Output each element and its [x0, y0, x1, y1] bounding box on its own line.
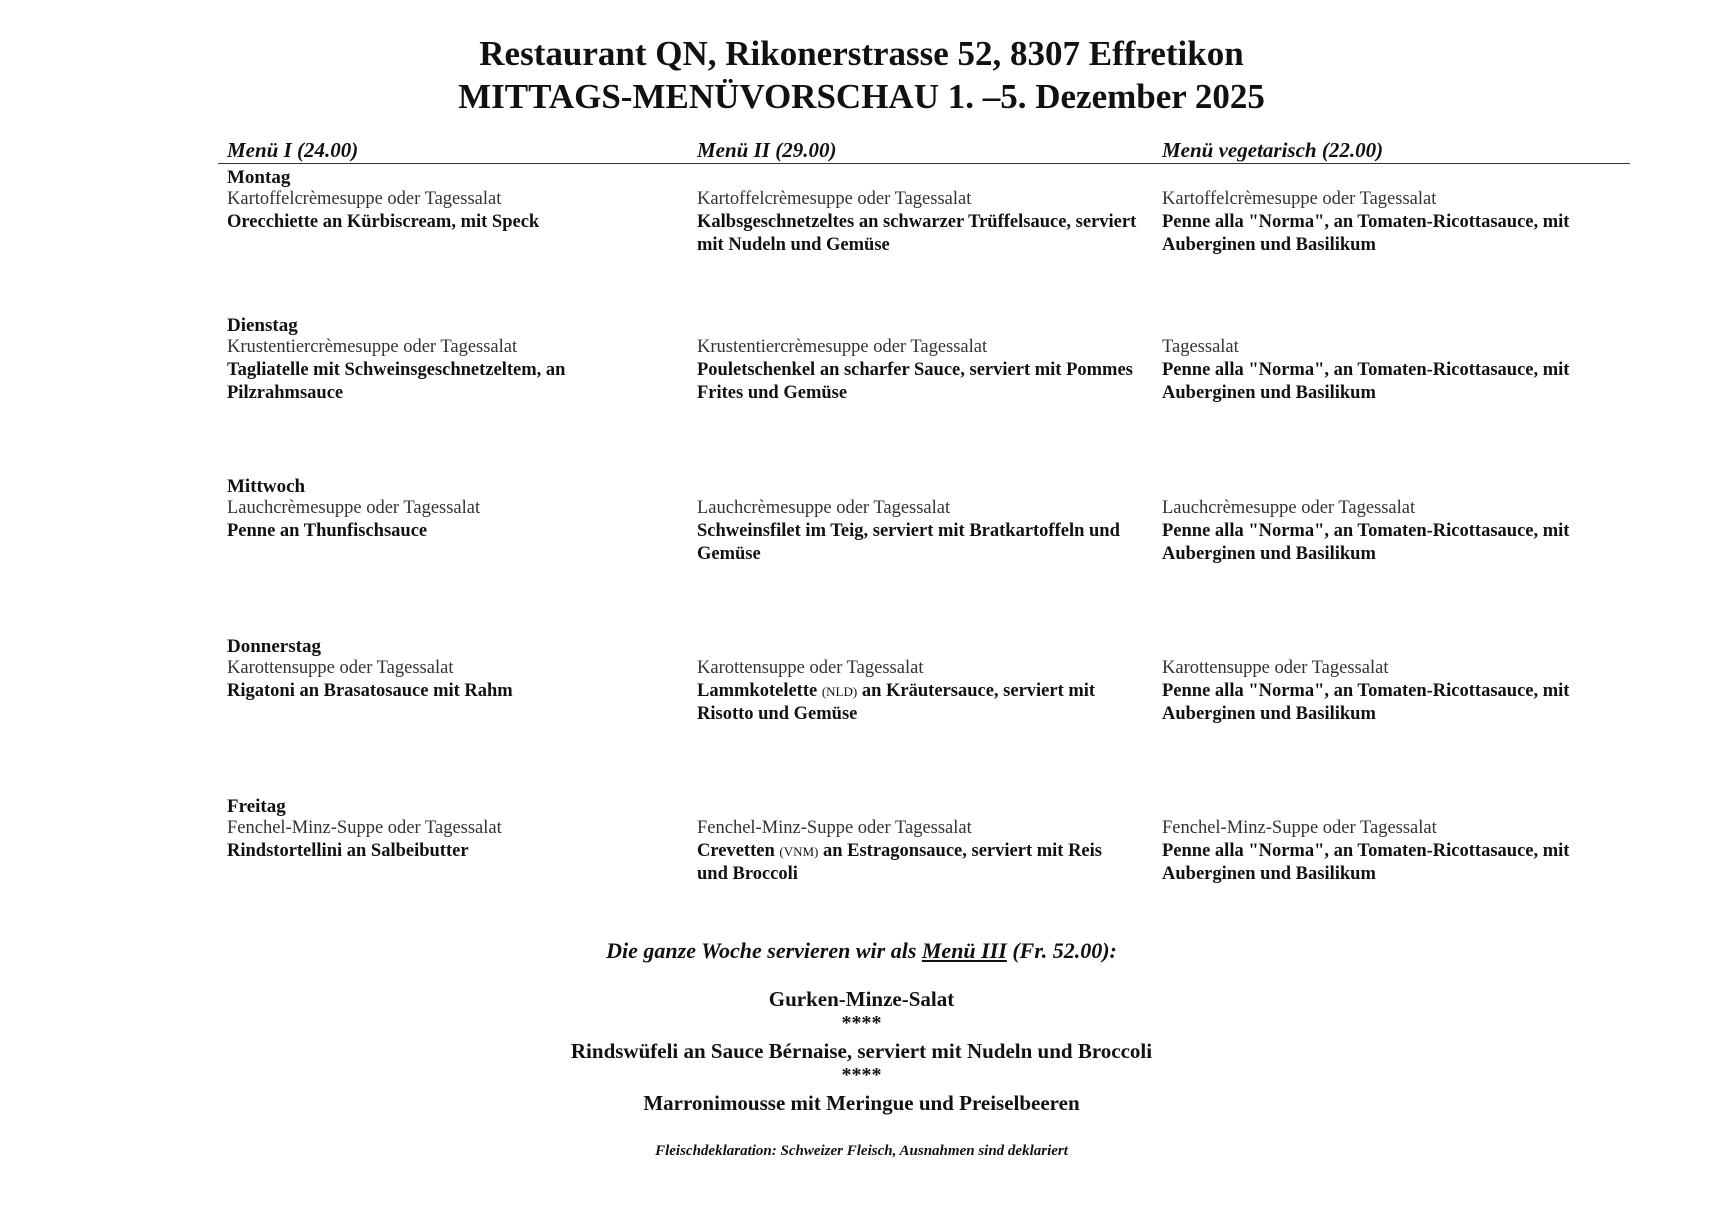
main-dish-text: Crevetten (VNM) an Estragonsauce, serviert mit Reis und Broccoli — [697, 841, 1102, 884]
starter-text: Lauchcrèmesuppe oder Tagessalat — [697, 498, 951, 518]
day-block-donnerstag — [0, 635, 1723, 765]
course-separator: **** — [841, 1064, 882, 1086]
menu-3-name: Menü III — [921, 938, 1007, 963]
column-header-menu-vegetarian: Menü vegetarisch (22.00) — [1162, 138, 1384, 162]
origin-tag: (VNM) — [779, 844, 819, 859]
weekly-course-starter: Gurken-Minze-Salat — [768, 987, 955, 1011]
main-dish-text: Penne alla "Norma", an Tomaten-Ricottasauce, mit Auberginen und Basilikum — [1162, 521, 1570, 564]
menu-cell — [227, 188, 667, 234]
main-dish-text: Tagliatelle mit Schweinsgeschnetzeltem, an Pilzrahmsauce — [227, 360, 566, 403]
meat-declaration-footnote: Fleischdeklaration: Schweizer Fleisch, Ausnahmen sind deklariert — [655, 1143, 1068, 1159]
menu-cell — [697, 188, 1137, 257]
menu-cell — [697, 497, 1137, 566]
column-header-menu-2: Menü II (29.00) — [697, 138, 837, 162]
weekly-course-main: Rindswüfeli an Sauce Bérnaise, serviert mit Nudeln und Broccoli — [570, 1039, 1153, 1063]
main-dish-text: Penne alla "Norma", an Tomaten-Ricottasauce, mit Auberginen und Basilikum — [1162, 841, 1570, 884]
starter-text: Tagessalat — [1162, 337, 1239, 357]
menu-cell — [697, 817, 1137, 886]
main-dish-text: Schweinsfilet im Teig, serviert mit Bratkartoffeln und Gemüse — [697, 521, 1120, 564]
menu-cell — [1162, 657, 1632, 726]
menu-cell — [697, 657, 1137, 726]
starter-text: Krustentiercrèmesuppe oder Tagessalat — [227, 337, 518, 357]
day-name: Montag — [227, 167, 291, 188]
origin-tag: (NLD) — [821, 684, 858, 699]
day-block-dienstag — [0, 314, 1723, 444]
menu-cell — [697, 336, 1137, 405]
menu-cell — [227, 657, 667, 703]
main-dish-text: Lammkotelette (NLD) an Kräutersauce, serviert mit Risotto und Gemüse — [697, 681, 1096, 724]
starter-text: Karottensuppe oder Tagessalat — [227, 658, 454, 678]
starter-text: Lauchcrèmesuppe oder Tagessalat — [227, 498, 481, 518]
starter-text: Kartoffelcrèmesuppe oder Tagessalat — [227, 189, 502, 209]
main-dish-text: Penne alla "Norma", an Tomaten-Ricottasauce, mit Auberginen und Basilikum — [1162, 212, 1570, 255]
menu-cell — [1162, 188, 1632, 257]
main-dish-text: Kalbsgeschnetzeltes an schwarzer Trüffelsauce, serviert mit Nudeln und Gemüse — [697, 212, 1137, 255]
starter-text: Fenchel-Minz-Suppe oder Tagessalat — [1162, 818, 1437, 838]
menu-cell — [227, 817, 667, 863]
main-dish-text: Rindstortellini an Salbeibutter — [227, 841, 469, 861]
main-dish-text: Penne alla "Norma", an Tomaten-Ricottasauce, mit Auberginen und Basilikum — [1162, 360, 1570, 403]
course-separator: **** — [841, 1012, 882, 1034]
starter-text: Krustentiercrèmesuppe oder Tagessalat — [697, 337, 988, 357]
day-name: Mittwoch — [227, 476, 306, 497]
main-dish-text: Pouletschenkel an scharfer Sauce, serviert mit Pommes Frites und Gemüse — [697, 360, 1133, 403]
day-block-freitag — [0, 795, 1723, 925]
header-divider — [218, 163, 1630, 164]
starter-text: Karottensuppe oder Tagessalat — [1162, 658, 1389, 678]
main-dish-text: Penne alla "Norma", an Tomaten-Ricottasauce, mit Auberginen und Basilikum — [1162, 681, 1570, 724]
weekly-menu-heading: Die ganze Woche servieren wir als Menü III (Fr. 52.00): — [606, 938, 1117, 963]
starter-text: Lauchcrèmesuppe oder Tagessalat — [1162, 498, 1416, 518]
day-name: Freitag — [227, 796, 286, 817]
main-dish-text: Penne an Thunfischsauce — [227, 521, 428, 541]
day-block-mittwoch — [0, 475, 1723, 605]
starter-text: Fenchel-Minz-Suppe oder Tagessalat — [697, 818, 972, 838]
main-dish-text: Rigatoni an Brasatosauce mit Rahm — [227, 681, 513, 701]
column-header-menu-1: Menü I (24.00) — [227, 138, 359, 162]
starter-text: Karottensuppe oder Tagessalat — [697, 658, 924, 678]
menu-cell — [1162, 817, 1632, 886]
main-dish-text: Orecchiette an Kürbiscream, mit Speck — [227, 212, 540, 232]
menu-cell — [227, 497, 667, 543]
restaurant-address: Restaurant QN, Rikonerstrasse 52, 8307 Effretikon — [479, 34, 1244, 73]
weekly-course-dessert: Marronimousse mit Meringue und Preiselbeeren — [643, 1091, 1080, 1115]
menu-preview-title: MITTAGS-MENÜVORSCHAU 1. –5. Dezember 2025 — [458, 77, 1265, 116]
starter-text: Kartoffelcrèmesuppe oder Tagessalat — [697, 189, 972, 209]
day-name: Dienstag — [227, 315, 298, 336]
day-name: Donnerstag — [227, 636, 321, 657]
menu-cell — [1162, 497, 1632, 566]
page-title — [0, 32, 1723, 118]
starter-text: Kartoffelcrèmesuppe oder Tagessalat — [1162, 189, 1437, 209]
day-block-montag — [0, 166, 1723, 296]
menu-cell — [227, 336, 667, 405]
starter-text: Fenchel-Minz-Suppe oder Tagessalat — [227, 818, 502, 838]
menu-cell — [1162, 336, 1632, 405]
